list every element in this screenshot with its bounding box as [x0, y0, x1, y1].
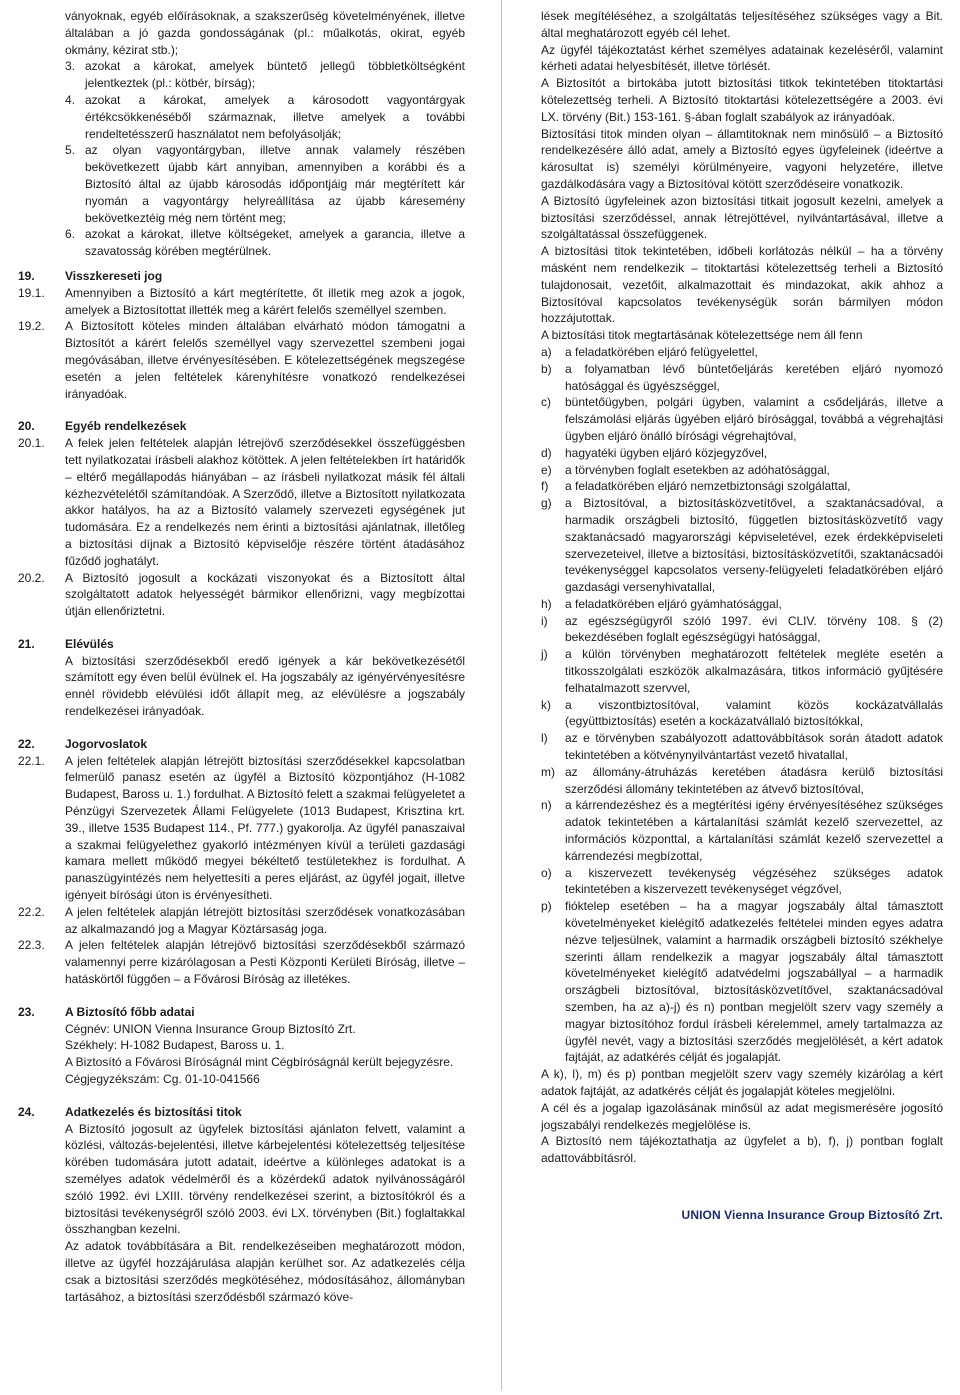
- list-item: a) a feladatkörében eljáró felügyelettel,: [541, 344, 758, 359]
- company-number-line: Cégjegyzékszám: Cg. 01-10-041566: [65, 1072, 260, 1087]
- subsection: 19.1. Amennyiben a Biztosító a kárt megtérítette, őt illetik meg azok a jogok, amelyek a Biztosítottat illették meg a kárért felelős személlyel szemben.: [18, 285, 465, 317]
- list-item: l) az e törvényben szabályozott adattovábbítások során átadott adatok tekintetében a kötvénynyilvántartást vezető hivatallal,: [541, 731, 943, 763]
- list-item: b) a folyamatban lévő büntetőeljárás keretében eljáró nyomozó hatósággal és ügyészséggel,: [541, 361, 943, 393]
- subsection: 22.2. A jelen feltételek alapján létrejött biztosítási szerződések vonatkozásában az alkalmazandó jog a Magyar Köztársaság joga.: [18, 904, 465, 936]
- section-heading-20: 20. Egyéb rendelkezések: [18, 419, 187, 434]
- list-item: k) a viszontbiztosítóval, valamint közös kockázatvállalás (együttbiztosítás) esetén a kockázatvállaló biztosítókkal,: [541, 697, 943, 729]
- left-column: [18, 8, 465, 1305]
- list-item: 6. azokat a károkat, illetve költségeket, amelyek a garancia, illetve a szavatosság körében megtérülnek.: [65, 227, 465, 259]
- list-item: 3. azokat a károkat, amelyek büntető jellegű többletköltségként jelentkeztek (pl.: kötbér, bírság);: [65, 59, 465, 91]
- list-item: f) a feladatkörében eljáró nemzetbiztonsági szolgálattal,: [541, 479, 851, 494]
- list-item: n) a kárrendezéshez és a megtérítési igény érvényesítéséhez szükséges adatok tekintetében a kártalanítási számlát kezelő szervezettel, az információs központtal, a kártalanítási számlát kezelő szervezettel a kárrendezési megbízottal,: [541, 798, 943, 863]
- column-divider: [501, 0, 502, 1390]
- paragraph: A k), l), m) és p) pontban megjelölt szerv vagy személy kizárólag a kért adatok fajtáját, az adatkérés célját és jogalapját köteles megjelölni.: [541, 1067, 943, 1098]
- list-item: e) a törvényben foglalt esetekben az adóhatósággal,: [541, 462, 830, 477]
- list-item: g) a Biztosítóval, a biztosításközvetítővel, a szaktanácsadóval, a harmadik országbeli biztosító, független biztosításközvetítő vagy szaktanácsadó magyarországi képviseletével, ezek érdekképviseleti szervezeteivel, illetve a biztosítási, biztosításközvetítői, szaktanácsadói tevékenységgel kapcsolatos verseny-felügyeleti feladatkörében eljáró gazdasági versenyhivatallal,: [541, 496, 943, 595]
- paragraph: Az ügyfél tájékoztatást kérhet személyes adatainak kezeléséről, valamint kérheti adatai helyesbítését, illetve törlését.: [541, 42, 943, 74]
- list-item: c) büntetőügyben, polgári ügyben, valamint a csődeljárás, illetve a felszámolási eljárás ügyében eljáró bírósággal, továbbá a végrehajtási ügyben eljáró önálló bírósági végrehajtóval,: [541, 395, 943, 443]
- company-registration-line: A Biztosító a Fővárosi Bíróságnál mint Cégbíróságnál került bejegyzésre.: [65, 1055, 454, 1070]
- paragraph: A Biztosító nem tájékoztathatja az ügyfelet a b), f), j) pontban foglalt adattovábbításról.: [541, 1134, 943, 1166]
- paragraph: Biztosítási titok minden olyan – államtitoknak nem minősülő – a Biztosító rendelkezésére álló adat, amely a Biztosító egyes ügyfeleinek (ideértve a károsultat is) személyi körülményeire, vagyoni helyzetére, illetve gazdálkodására vagy a Biztosítóval kötött szerződéseire vonatkozik.: [541, 126, 943, 191]
- section-heading-22: 22. Jogorvoslatok: [18, 736, 148, 751]
- paragraph: A biztosítási titok tekintetében, időbeli korlátozás nélkül – ha a törvény másként nem rendelkezik – titoktartási kötelezettség terheli a Biztosító tulajdonosait, vezetőit, alkalmazottait és mindazokat, akik ahhoz a Biztosítóval kapcsolatos tevékenységük során bármilyen módon hozzájutottak.: [541, 244, 943, 326]
- company-name-line: Cégnév: UNION Vienna Insurance Group Biztosító Zrt.: [65, 1021, 356, 1036]
- section-text: A biztosítási szerződésekből eredő igények a kár bekövetkezésétől számított egy éven belül évülnek el. Ha jogszabály az igényérvényesítésre ennél rövidebb elévülési időt állapít meg, az elévülésre a jogszabály rendelkezései irányadóak.: [65, 653, 465, 719]
- paragraph: lések megítéléséhez, a szolgáltatás teljesítéséhez szükséges vagy a Bit. által meghatározott egyéb cél lehet.: [541, 9, 943, 40]
- section-heading-24: 24. Adatkezelés és biztosítási titok: [18, 1104, 242, 1119]
- section-heading-23: 23. A Biztosító főbb adatai: [18, 1004, 195, 1019]
- intro-continuation: ványoknak, egyéb előírásoknak, a szakszerűség követelményének, illetve általában a jó gazda gondosságának (pl.: műalkotás, okirat, egyéb okmány, kézirat stb.);: [65, 9, 465, 57]
- subsection: 20.1. A felek jelen feltételek alapján létrejövő szerződésekkel összefüggésben tett nyilatkozatai írásbeli alakhoz kötöttek. A jelen feltételekben írt határidők – eltérő megállapodás hiányában – az írásbeli nyilatkozat másik fél általi kézhezvételétől számítandóak. A Szerződő, illetve a Biztosított nyilatkozata akkor hatályos, ha az a Biztosító valamely szervezeti egységének jut tudomására. Ez a rendelkezés nem érinti a biztosítási ajánlatnak, illetőleg a biztosítási díjnak a Biztosító képviselője részére történt átadásához fűződő joghatályt.: [18, 436, 465, 568]
- section-heading-21: 21. Elévülés: [18, 636, 114, 651]
- subsection: 19.2. A Biztosított köteles minden általában elvárható módon támogatni a Biztosítót a kárért felelős személlyel vagy szervezettel szembeni jogai megóvásában, illetve érvényesítésében. E kötelezettségének megszegése esetén a jelen feltételek kárenyhítésre vonatkozó rendelkezései irányadóak.: [18, 319, 465, 401]
- list-item: m) az állomány-átruházás keretében átadásra kerülő biztosítási szerződési állomány tekintetében az átvevő biztosítóval,: [541, 764, 943, 796]
- paragraph: A cél és a jogalap igazolásának minősül az adat megismerésére jogosító jogszabályi rendelkezés megjelölése is.: [541, 1100, 943, 1132]
- subsection: 22.1. A jelen feltételek alapján létrejött biztosítási szerződésekkel kapcsolatban felmerülő panasz esetén az ügyfél a Biztosító központjához (H-1082 Budapest, Baross u. 1.) fordulhat. A Biztosító felett a szakmai felügyeletet a Pénzügyi Szervezetek Állami Felügyelete (1013 Budapest, Krisztina krt. 39., illetve 1535 Budapest 114., Pf. 777.) gyakorolja. Az ügyfél panaszaival a szakmai felügyelethez gyakorló intézményen kívül a területi gazdasági kamara mellett működő megyei békéltető testületekhez is fordulhat. A panaszügyintézés nem helyettesíti a peres eljárást, az ügyfél jogait, illetve igényeit bírósági úton is érvényesítheti.: [18, 753, 465, 903]
- list-item: i) az egészségügyről szóló 1997. évi CLIV. törvény 108. § (2) bekezdésében foglalt egészségügyi hatósággal,: [541, 613, 943, 645]
- list-item: h) a feladatkörében eljáró gyámhatósággal,: [541, 596, 782, 611]
- list-item: d) hagyatéki ügyben eljáró közjegyzővel,: [541, 445, 768, 460]
- company-signature: UNION Vienna Insurance Group Biztosító Zrt.: [681, 1207, 943, 1222]
- section-text: Az adatok továbbítására a Bit. rendelkezéseiben meghatározott módon, illetve az ügyfél hozzájárulása alapján kerülhet sor. Az adatkezelés célja csak a biztosítási szerződés megkötéséhez, módosításához, állományban tartásához, a biztosítási szerződésből származó köve-: [65, 1239, 465, 1304]
- right-column: [541, 8, 943, 1224]
- list-item: p) fióktelep esetében – ha a magyar jogszabály által támasztott követelményeket kielégítő adatkezelés feltételei minden egyes adatra nézve teljesülnek, valamint a harmadik országbeli biztosító székhelye szerinti állam rendelkezik a magyar jogszabály által támasztott követelményeket kielégítő adatvédelmi jogszabállyal – a harmadik országbeli biztosítóval, biztosításközvetítővel, szaktanácsadóval szemben, ha az a)-j) és n) pontban megjelölt szerv vagy személy a magyar biztosítóhoz fordul írásbeli kérelemmel, amely tartalmazza az ügyfél nevét, vagy a biztosítási szerződés megjelölését, a kért adatok fajtáját, az adatkérés célját és jogalapját.: [541, 899, 943, 1065]
- section-text: A Biztosító jogosult az ügyfelek biztosítási ajánlaton felvett, valamint a közlési, változás-bejelentési, illetve kárbejelentési kötelezettség teljesítése körében tudomására jutott adatait, ideértve a különleges adatokat is a személyes adatok védelméről és a közérdekű adatok nyilvánosságáról szóló 1992. évi LXIII. törvény rendelkezései szerint, a biztosítókról és a biztosítási tevékenységről szóló 2003. évi LX. törvényben (Bit.) foglaltakkal összhangban kezelni.: [65, 1121, 465, 1237]
- subsection: 22.3. A jelen feltételek alapján létrejövő biztosítási szerződésekből származó valamennyi perre kizárólagosan a Pesti Központi Kerületi Bíróság, illetve – hatáskörtől függően – a Fővárosi Bíróság az illetékes.: [18, 938, 465, 987]
- list-item: 4. azokat a károkat, amelyek a károsodott vagyontárgyak értékcsökkenéséből származnak, illetve amelyek a további rendeltetésszerű használatot nem befolyásolják;: [65, 92, 465, 141]
- subsection: 20.2. A Biztosító jogosult a kockázati viszonyokat és a Biztosított által szolgáltatott adatok helyességét bármikor ellenőrizni, vagy megbízottai útján ellenőriztetni.: [18, 570, 465, 619]
- paragraph: A Biztosítót a birtokába jutott biztosítási titkok tekintetében titoktartási kötelezettség terheli. A Biztosító titoktartási kötelezettségére a 2003. évi LX. törvény (Bit.) 153-161. §-ában foglalt szabályok az irányadóak.: [541, 76, 943, 124]
- company-address-line: Székhely: H-1082 Budapest, Baross u. 1.: [65, 1038, 285, 1053]
- list-item: j) a külön törvényben meghatározott feltételek megléte esetén a titkosszolgálati eszközök alkalmazására, titkos információ gyűjtésére felhatalmazott szervvel,: [541, 647, 943, 695]
- list-item: o) a kiszervezett tevékenység végzéséhez szükséges adatok tekintetében a kiszervezett tevékenységet végzővel,: [541, 865, 943, 897]
- section-heading-19: 19. Visszkereseti jog: [18, 268, 163, 283]
- paragraph: A biztosítási titok megtartásának kötelezettsége nem áll fenn: [541, 328, 863, 343]
- paragraph: A Biztosító ügyfeleinek azon biztosítási titkait jogosult kezelni, amelyek a biztosítási szerződéssel, annak létrejöttével, nyilvántartásával, illetve a szolgáltatással összefüggenek.: [541, 193, 943, 242]
- list-item: 5. az olyan vagyontárgyban, illetve annak valamely részében bekövetkezett újabb kárt annyiban, amennyiben a korábbi és a Biztosító által az újabb károsodás időpontjáig már megtérített kár nyomán a vagyontárgy helyreállítása az újabb káresemény bekövetkeztéig még nem történt meg;: [65, 143, 465, 225]
